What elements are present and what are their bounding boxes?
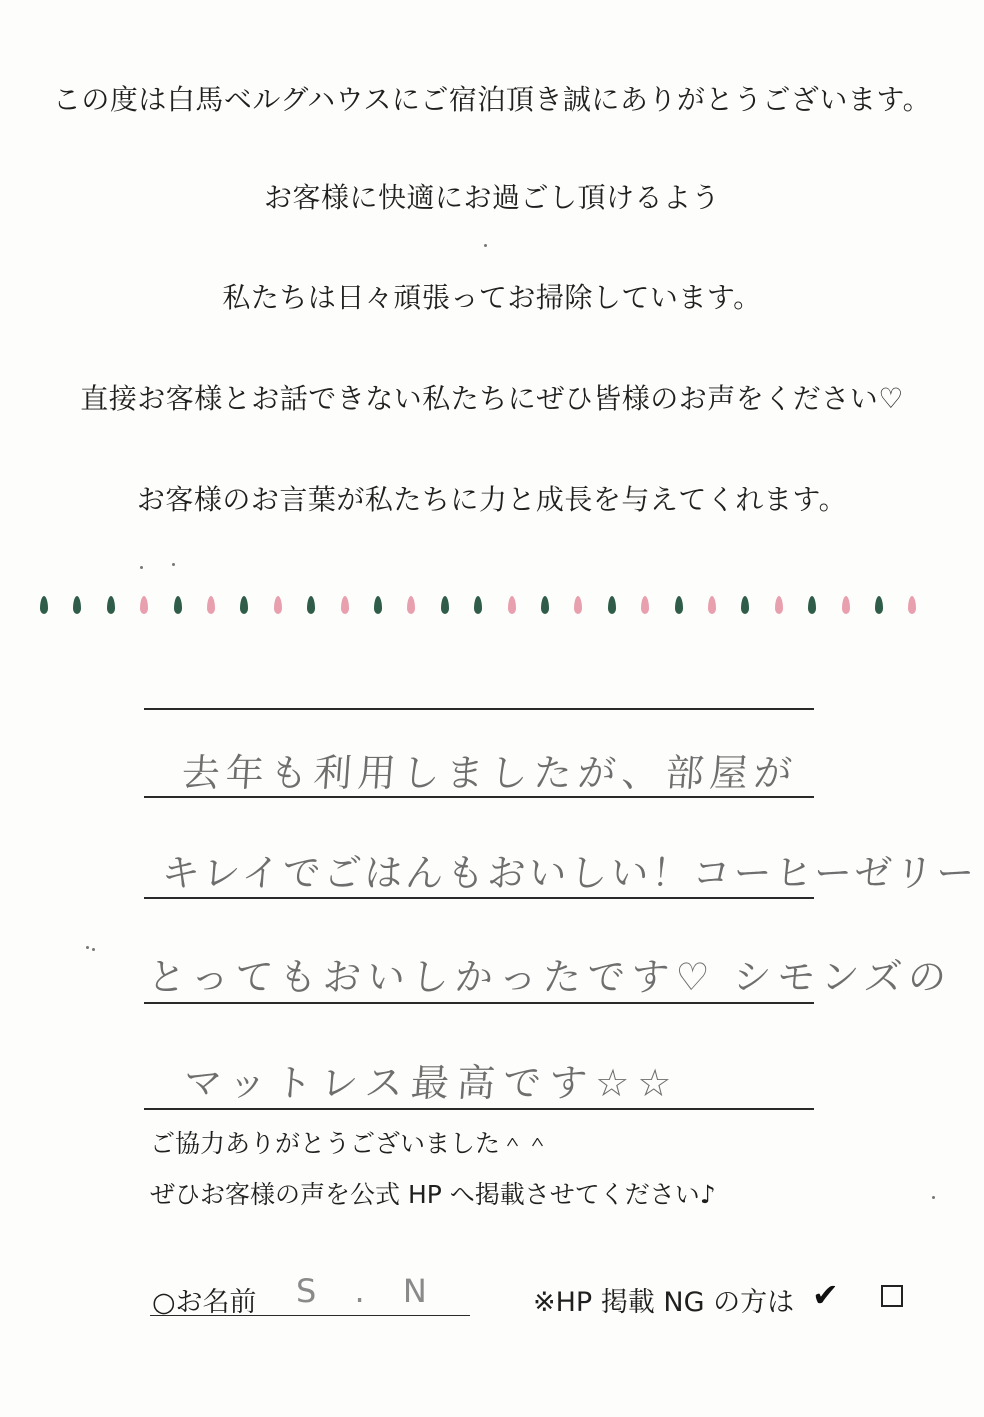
drop-green xyxy=(441,596,449,614)
name-underline xyxy=(150,1315,470,1316)
comment-line-1: 去年も利用しましたが、部屋が xyxy=(180,751,800,795)
drop-green xyxy=(741,596,749,614)
drop-pink xyxy=(274,596,282,614)
comment-line-3: とってもおいしかったです♡ シモンズの xyxy=(146,955,954,999)
hp-ng-checkbox[interactable] xyxy=(881,1285,903,1307)
paper-speck xyxy=(172,563,175,566)
comment-rule-1 xyxy=(144,796,814,798)
drop-green xyxy=(474,596,482,614)
comment-line-2: キレイでごはんもおいしい！コーヒーゼリー xyxy=(160,851,979,895)
drop-pink xyxy=(508,596,516,614)
drop-green xyxy=(808,596,816,614)
hp-ng-label: ※HP 掲載 NG の方は xyxy=(533,1287,795,1318)
drop-green xyxy=(107,596,115,614)
drop-pink xyxy=(407,596,415,614)
drop-pink xyxy=(641,596,649,614)
drop-pink xyxy=(842,596,850,614)
paper-speck xyxy=(484,244,487,247)
drop-pink xyxy=(908,596,916,614)
drop-pink xyxy=(775,596,783,614)
check-icon: ✔ xyxy=(812,1276,839,1314)
drop-green xyxy=(40,596,48,614)
drop-green xyxy=(541,596,549,614)
drop-green xyxy=(73,596,81,614)
drop-green xyxy=(174,596,182,614)
intro-line-4: 直接お客様とお話できない私たちにぜひ皆様のお声をください♡ xyxy=(80,382,904,415)
drop-green xyxy=(675,596,683,614)
drop-green xyxy=(374,596,382,614)
drop-green xyxy=(240,596,248,614)
drop-pink xyxy=(207,596,215,614)
paper-speck xyxy=(92,948,95,951)
comment-rule-2 xyxy=(144,897,814,899)
decorative-drop-divider xyxy=(34,596,954,620)
drop-pink xyxy=(140,596,148,614)
drop-pink xyxy=(708,596,716,614)
drop-green xyxy=(307,596,315,614)
intro-line-1: この度は白馬ベルグハウスにご宿泊頂き誠にありがとうございます。 xyxy=(52,83,932,116)
intro-line-2: お客様に快適にお過ごし頂けるよう xyxy=(263,181,720,214)
drop-green xyxy=(875,596,883,614)
paper-speck xyxy=(86,946,89,949)
comment-rule-3 xyxy=(144,1002,814,1004)
comment-rule-top xyxy=(144,708,814,710)
drop-green xyxy=(608,596,616,614)
comment-rule-4 xyxy=(144,1108,814,1110)
intro-line-3: 私たちは日々頑張ってお掃除しています。 xyxy=(222,281,762,314)
drop-pink xyxy=(574,596,582,614)
paper-speck xyxy=(932,1196,935,1199)
intro-line-5: お客様のお言葉が私たちに力と成長を与えてくれます。 xyxy=(136,483,848,516)
closing-thanks: ご協力ありがとうございました＾＾ xyxy=(150,1129,551,1158)
name-value[interactable]: S . N xyxy=(296,1272,441,1310)
paper-speck xyxy=(140,566,143,569)
name-label: ○お名前 xyxy=(152,1287,257,1318)
closing-request: ぜひお客様の声を公式 HP へ掲載させてください♪ xyxy=(150,1180,716,1209)
comment-line-4: マットレス最高です☆☆ xyxy=(182,1061,681,1105)
drop-pink xyxy=(341,596,349,614)
